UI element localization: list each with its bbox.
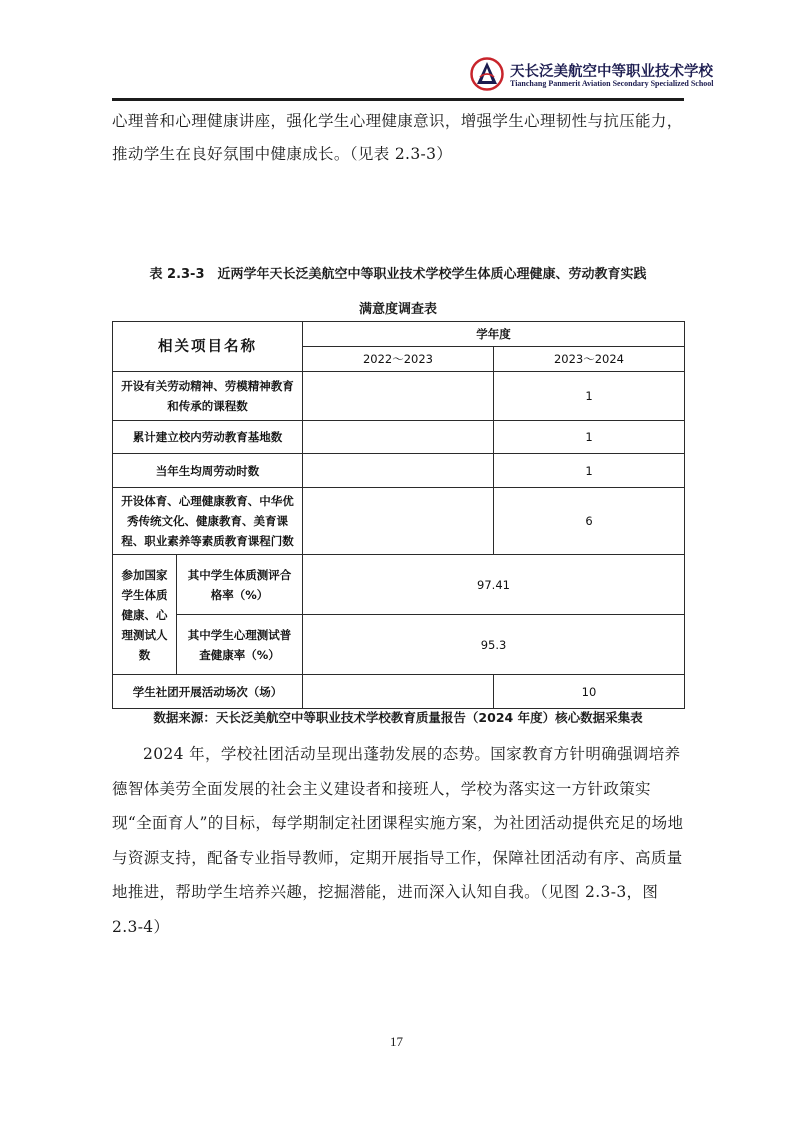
intro-paragraph: 心理普和心理健康讲座，强化学生心理健康意识，增强学生心理韧性与抗压能力，推动学生在良好氛围中健康成长。（见表 2.3-3） [112,112,683,163]
table-caption-line2: 满意度调查表 [358,302,437,317]
data-source-note: 数据来源：天长泛美航空中等职业技术学校教育质量报告（2024 年度）核心数据采集表 [153,710,643,725]
row-value-2023: 1 [494,421,685,454]
row-label: 开设体育、心理健康教育、中华优秀传统文化、健康教育、美育课程、职业素养等素质教育课程门数 [113,488,303,555]
row-value-2023: 10 [494,675,685,709]
row-value-2022 [303,454,494,488]
page-number: 17 [390,1034,403,1049]
row-label: 当年生均周劳动时数 [113,454,303,488]
row-label: 开设有关劳动精神、劳模精神教育和传承的课程数 [113,372,303,421]
header-divider [112,98,684,101]
sub-row-label: 其中学生心理测试普查健康率（%） [177,615,303,675]
school-name-cn: 天长泛美航空中等职业技术学校 [510,64,713,80]
sub-row-value: 95.3 [303,615,685,675]
row-value-2022 [303,675,494,709]
sub-row-value: 97.41 [303,555,685,615]
row-value-2023: 1 [494,454,685,488]
row-value-2023: 6 [494,488,685,555]
school-name-en: Tianchang Panmerit Aviation Secondary Specialized School [510,79,714,88]
page-header [0,0,793,100]
row-value-2022 [303,372,494,421]
table-row [113,372,685,421]
survey-table [112,321,685,709]
year-2023-2024: 2023～2024 [494,347,685,372]
header-item-name: 相关项目名称 [113,322,303,372]
table-row [113,488,685,555]
header-academic-year: 学年度 [303,322,685,347]
school-emblem-icon [470,57,504,91]
table-row [113,615,685,675]
row-value-2022 [303,421,494,454]
table-row [113,454,685,488]
table-row [113,675,685,709]
table-row [113,421,685,454]
table-header-row [113,322,685,347]
row-label: 累计建立校内劳动教育基地数 [113,421,303,454]
row-value-2022 [303,488,494,555]
sub-row-label: 其中学生体质测评合格率（%） [177,555,303,615]
group-label: 参加国家学生体质健康、心理测试人数 [113,555,177,675]
body-paragraph: 2024 年，学校社团活动呈现出蓬勃发展的态势。国家教育方针明确强调培养德智体美劳全面发展的社会主义建设者和接班人，学校为落实这一方针政策实现“全面育人”的目标，每学期制定社团课程实施方案，为社团活动提供充足的场地与资源支持，配备专业指导教师，定期开展指导工作，保障社团活动有序、高质量地推进，帮助学生培养兴趣，挖掘潜能，进而深入认知自我。（见图 2.3-3，图 2.3-4） [112,745,684,936]
row-label: 学生社团开展活动场次（场） [113,675,303,709]
table-caption-line1: 表 2.3-3 近两学年天长泛美航空中等职业技术学校学生体质心理健康、劳动教育实践 [149,267,647,282]
year-2022-2023: 2022～2023 [303,347,494,372]
row-value-2023: 1 [494,372,685,421]
table-row [113,555,685,615]
